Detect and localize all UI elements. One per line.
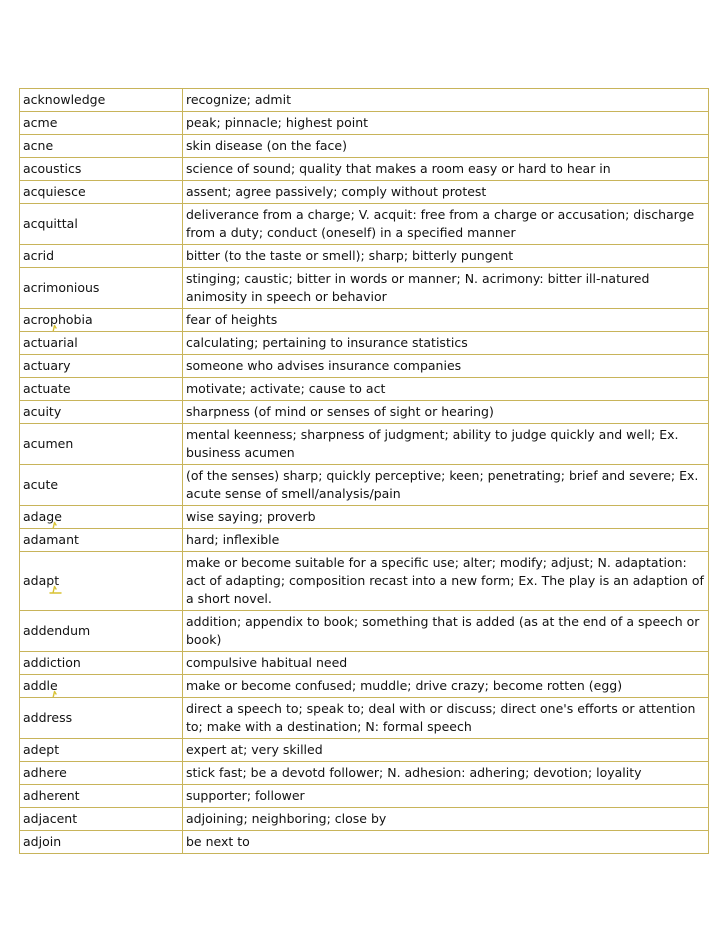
word-text-wrapper [23,183,86,201]
table-row [20,611,709,652]
definition-cell: (of the senses) sharp; quickly perceptive; keen; penetrating; brief and severe; Ex. acute sense of smell/analysis/pain [183,465,709,506]
word-cell [20,762,183,785]
table-row [20,378,709,401]
word-cell [20,332,183,355]
word-text: acrid [23,248,55,263]
definition-cell: hard; inflexible [183,529,709,552]
word-text-wrapper [23,334,78,352]
word-text: acrimonious [23,280,100,295]
note-marker-icon[interactable] [49,324,62,332]
table-row [20,268,709,309]
word-text: acumen [23,436,74,451]
table-row [20,529,709,552]
table-row [20,401,709,424]
word-cell [20,698,183,739]
word-text: adherent [23,788,80,803]
note-marker-icon[interactable] [49,585,62,594]
word-text: adapt [23,573,60,588]
word-cell [20,245,183,268]
word-cell [20,552,183,611]
definition-cell: compulsive habitual need [183,652,709,675]
table-row [20,355,709,378]
word-cell [20,268,183,309]
word-text-wrapper [23,357,71,375]
word-cell [20,378,183,401]
table-row [20,89,709,112]
table-row [20,465,709,506]
table-row [20,135,709,158]
definition-cell: someone who advises insurance companies [183,355,709,378]
definition-cell: calculating; pertaining to insurance statistics [183,332,709,355]
definition-cell: stick fast; be a devotd follower; N. adhesion: adhering; devotion; loyality [183,762,709,785]
definition-cell: recognize; admit [183,89,709,112]
word-cell [20,158,183,181]
definition-cell: motivate; activate; cause to act [183,378,709,401]
word-cell [20,611,183,652]
word-cell [20,181,183,204]
definition-cell: peak; pinnacle; highest point [183,112,709,135]
word-cell [20,465,183,506]
word-cell [20,204,183,245]
word-text-wrapper [23,160,81,178]
definition-cell: direct a speech to; speak to; deal with or discuss; direct one's efforts or attention to; make with a destination; N: formal speech [183,698,709,739]
word-cell [20,785,183,808]
word-text: adjacent [23,811,78,826]
definition-cell: assent; agree passively; comply without protest [183,181,709,204]
word-text: addiction [23,655,81,670]
word-text-wrapper [23,380,71,398]
word-cell [20,529,183,552]
word-text-wrapper [23,279,99,297]
word-text: actuarial [23,335,78,350]
table-row [20,552,709,611]
table-row [20,652,709,675]
table-row [20,158,709,181]
definition-cell: supporter; follower [183,785,709,808]
table-row [20,181,709,204]
definition-cell: deliverance from a charge; V. acquit: free from a charge or accusation; discharge from a duty; conduct (oneself) in a specified manner [183,204,709,245]
word-text-wrapper [23,435,73,453]
table-row [20,739,709,762]
definition-cell: mental keenness; sharpness of judgment; ability to judge quickly and well; Ex. business acumen [183,424,709,465]
word-text-wrapper [23,572,59,590]
table-row [20,675,709,698]
vocabulary-table-body [20,89,709,854]
definition-cell: skin disease (on the face) [183,135,709,158]
table-row [20,245,709,268]
word-text-wrapper [23,810,77,828]
word-text: adjoin [23,834,62,849]
word-text: actuary [23,358,71,373]
word-text-wrapper [23,764,67,782]
word-text: acquiesce [23,184,86,199]
vocabulary-table [19,88,709,854]
definition-cell: fear of heights [183,309,709,332]
word-text-wrapper [23,654,81,672]
table-row [20,309,709,332]
word-cell [20,739,183,762]
word-text: adhere [23,765,67,780]
word-text-wrapper [23,622,90,640]
word-text-wrapper [23,709,72,727]
word-text: adage [23,509,62,524]
word-cell [20,355,183,378]
table-row [20,762,709,785]
word-text-wrapper [23,508,62,526]
word-cell [20,424,183,465]
word-text: acme [23,115,58,130]
word-text: addle [23,678,58,693]
definition-cell: addition; appendix to book; something that is added (as at the end of a speech or book) [183,611,709,652]
word-text-wrapper [23,137,53,155]
definition-cell: bitter (to the taste or smell); sharp; bitterly pungent [183,245,709,268]
definition-cell: sharpness (of mind or senses of sight or hearing) [183,401,709,424]
table-row [20,112,709,135]
table-row [20,785,709,808]
word-text-wrapper [23,787,80,805]
table-row [20,332,709,355]
word-cell [20,675,183,698]
word-cell [20,506,183,529]
word-text: address [23,710,73,725]
word-text: actuate [23,381,71,396]
table-row [20,204,709,245]
word-text: adept [23,742,60,757]
definition-cell: make or become confused; muddle; drive crazy; become rotten (egg) [183,675,709,698]
table-row [20,506,709,529]
word-cell [20,89,183,112]
table-row [20,424,709,465]
word-text: acuity [23,404,62,419]
table-row [20,831,709,854]
word-cell [20,831,183,854]
word-text-wrapper [23,114,57,132]
word-text: acrophobia [23,312,93,327]
word-text: addendum [23,623,91,638]
definition-cell: expert at; very skilled [183,739,709,762]
word-cell [20,309,183,332]
word-text-wrapper [23,476,58,494]
word-text-wrapper [23,91,105,109]
note-marker-icon[interactable] [49,690,62,698]
table-row [20,698,709,739]
word-text-wrapper [23,677,58,695]
word-text: acute [23,477,59,492]
word-cell [20,112,183,135]
word-text-wrapper [23,741,59,759]
definition-cell: wise saying; proverb [183,506,709,529]
word-cell [20,808,183,831]
word-text: acne [23,138,54,153]
word-text-wrapper [23,833,61,851]
word-cell [20,652,183,675]
word-text: acoustics [23,161,82,176]
word-text-wrapper [23,531,79,549]
definition-cell: be next to [183,831,709,854]
word-cell [20,135,183,158]
table-row [20,808,709,831]
definition-cell: make or become suitable for a specific use; alter; modify; adjust; N. adaptation: act of adapting; composition recast into a new form; Ex. The play is an adaption of a short novel. [183,552,709,611]
word-text-wrapper [23,403,61,421]
word-text-wrapper [23,247,54,265]
definition-cell: stinging; caustic; bitter in words or manner; N. acrimony: bitter ill-natured animosity in speech or behavior [183,268,709,309]
word-text: acquittal [23,216,78,231]
word-text-wrapper [23,215,78,233]
word-text: adamant [23,532,79,547]
word-text: acknowledge [23,92,106,107]
word-cell [20,401,183,424]
note-marker-icon[interactable] [49,521,62,529]
definition-cell: science of sound; quality that makes a room easy or hard to hear in [183,158,709,181]
word-text-wrapper [23,311,93,329]
definition-cell: adjoining; neighboring; close by [183,808,709,831]
